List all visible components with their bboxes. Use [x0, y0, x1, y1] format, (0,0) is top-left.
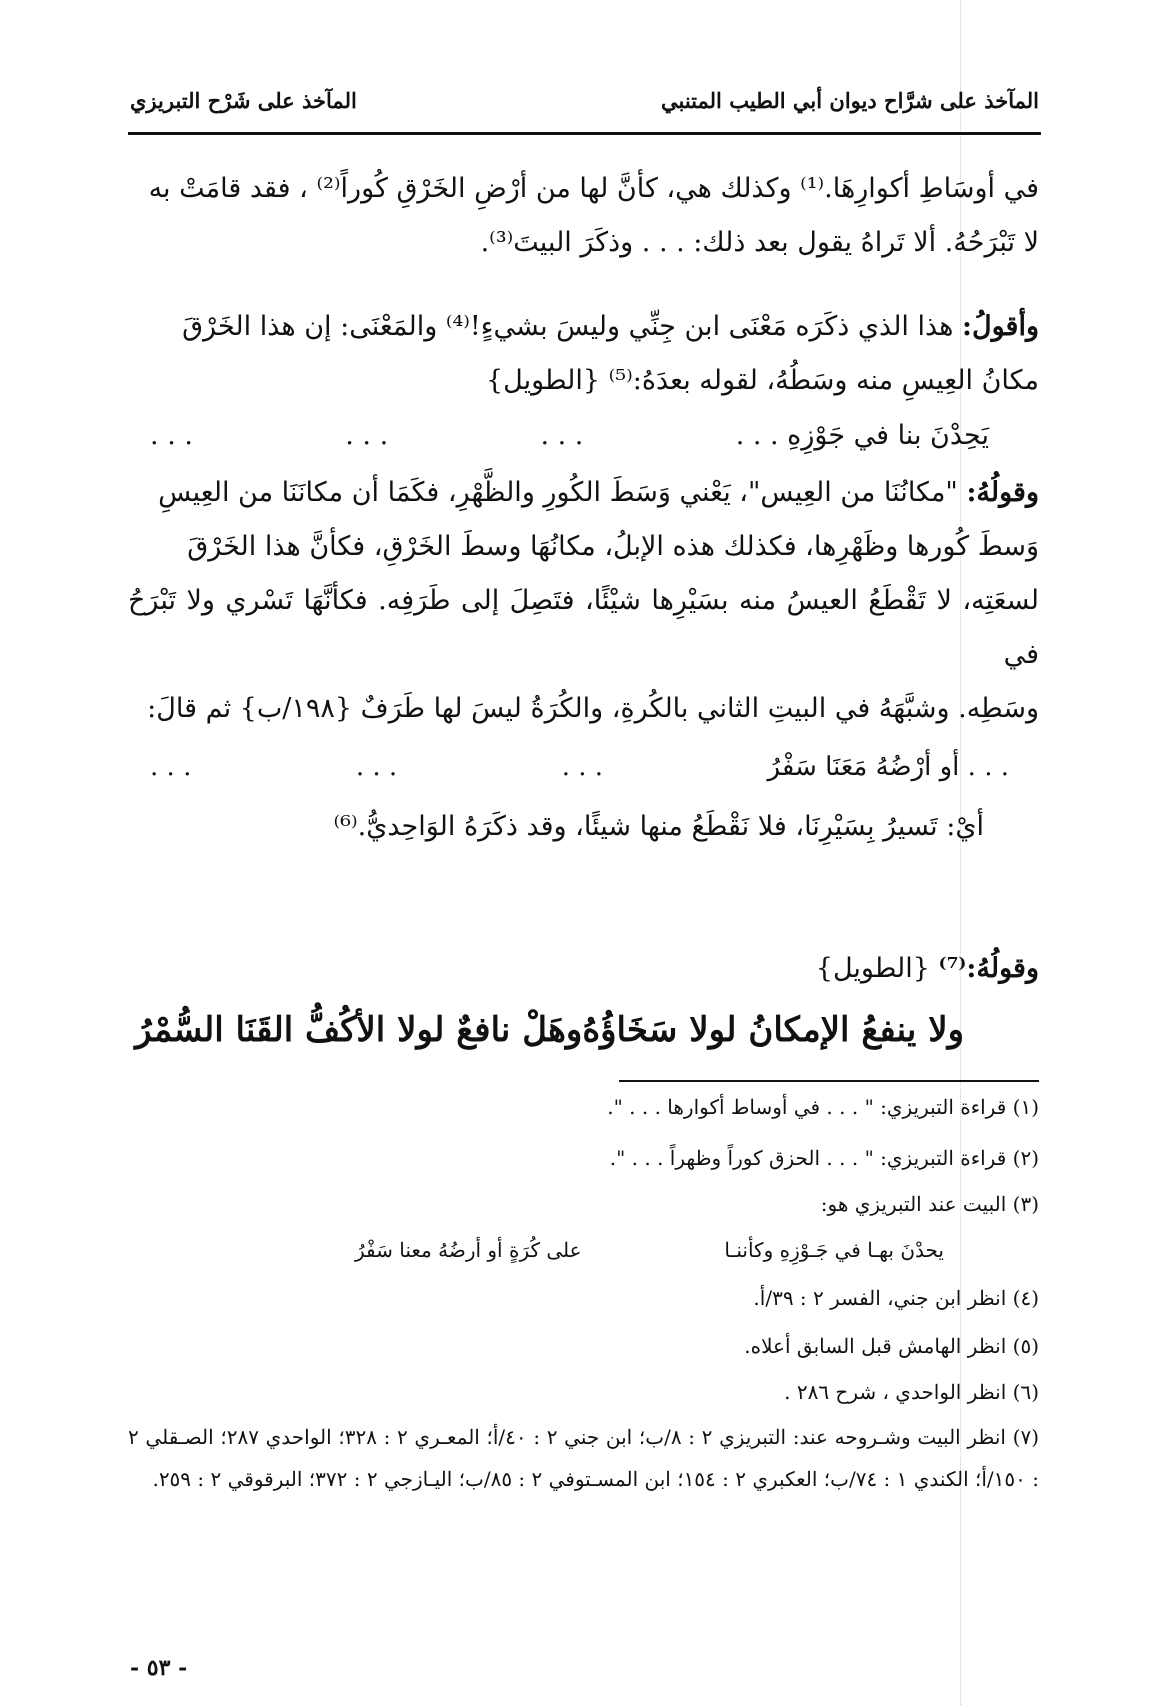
paragraph-2	[128, 300, 1039, 408]
running-header-section-title: المآخذ على شَرْح التبريزي	[130, 88, 357, 113]
quoted-verse-2-part-a: . . . أو أرْضُهُ مَعَنَا سَفْرُ	[767, 752, 1009, 782]
footnote-3-verse	[355, 1238, 944, 1262]
quoted-verse-1-part-d: . . .	[150, 420, 193, 451]
quoted-verse-2-part-b: . . .	[561, 752, 604, 782]
main-verse	[135, 1010, 964, 1050]
quoted-verse-1-part-c: . . .	[345, 420, 389, 451]
paragraph-2-line-2: مكانُ العِيسِ منه وسَطُهُ، لقوله بعدَهُ:⁽⁵⁾ {الطويل}	[485, 365, 1039, 396]
paragraph-3-lead: وقولُهُ:	[966, 477, 1039, 508]
running-header-book-title: المآخذ على شرَّاح ديوان أبي الطيب المتنبي	[661, 88, 1039, 113]
footnote-4: (٤) انظر ابن جني، الفسر ٢ : ٣٩/أ.	[753, 1286, 1039, 1310]
paragraph-3-line-4: وسَطِه. وشبَّهَهُ في البيتِ الثاني بالكُرةِ، والكُرَةُ ليسَ لها طَرَفٌ {١٩٨/ب} ثم قالَ:	[147, 693, 1039, 724]
quoted-verse-2-part-d: . . .	[150, 752, 192, 782]
footnote-6: (٦) انظر الواحدي ، شرح ٢٨٦ .	[784, 1380, 1039, 1404]
paragraph-5-line-1	[128, 942, 1039, 996]
paragraph-3-line-1	[128, 466, 1039, 520]
paragraph-3	[128, 466, 1039, 736]
footnote-7: (٧) انظر البيت وشـروحه عند: التبريزي ٢ : ٨/ب؛ ابن جني ٢ : ٤٠/أ؛ المعـري ٢ : ٣٢٨؛ الواحدي ٢٨٧؛ الصـقلي ٢ : ١٥٠/أ؛ الكندي ١ : ٧٤/ب؛ العكبري ٢ : ١٥٤؛ ابن المسـتوفي ٢ : ٨٥/ب؛ اليـازجي ٢ : ٣٧٢؛ البرقوقي ٢ : ٢٥٩.	[128, 1425, 1039, 1491]
paragraph-1-line-2: لا تَبْرَحُهُ. ألا تَراهُ يقول بعد ذلك: . . . وذكَرَ البيتَ⁽³⁾.	[480, 227, 1039, 258]
header-rule	[128, 132, 1041, 135]
quoted-verse-2	[150, 752, 1009, 782]
paragraph-1-line-1: في أوسَاطِ أكوارِهَا.⁽¹⁾ وكذلك هي، كأنَّ لها من أرْضِ الخَرْقِ كُوراً⁽²⁾ ، فقد قامَتْ به	[148, 173, 1039, 204]
paragraph-4	[128, 800, 984, 854]
quoted-verse-1-part-b: . . .	[540, 420, 584, 451]
footnote-3: (٣) البيت عند التبريزي هو:	[820, 1192, 1039, 1216]
footnote-3-verse-first: يحدْنَ بهـا في جَـوْزِهِ وكأننـا	[724, 1238, 944, 1262]
paragraph-4-line-1: أيْ: تَسيرُ بِسَيْرِنَا، فلا نَقْطَعُ منها شيئًا، وقد ذكَرَهُ الوَاحِديُّ.⁽⁶⁾	[333, 811, 984, 842]
quoted-verse-1	[150, 420, 989, 451]
quoted-verse-2-part-c: . . .	[355, 752, 398, 782]
paragraph-2-line-1	[128, 300, 1039, 354]
footnote-1: (١) قراءة التبريزي: " . . . في أوساط أكوارها . . . ".	[607, 1095, 1039, 1119]
footnote-rule	[619, 1080, 1039, 1082]
main-verse-first-hemistich: ولا ينفعُ الإمكانُ لولا سَخَاؤُهُ	[582, 1010, 964, 1050]
meter-label: {الطويل}	[815, 953, 930, 984]
page-number: - ٥٣ -	[130, 1655, 188, 1681]
paragraph-2-line-1-text: هذا الذي ذكَرَه مَعْنَى ابن جِنِّي وليسَ بشيءٍ!⁽⁴⁾ والمَعْنَى: إن هذا الخَرْقَ	[182, 311, 954, 342]
paragraph-3-line-3: لسعَتِه، لا تَقْطَعُ العيسُ منه بسَيْرِها شيْئًا، فتَصِلَ إلى طَرَفِه. فكأنَّهَا تَسْري ولا تَبْرَحُ في	[128, 585, 1039, 670]
quoted-verse-1-part-a: يَحِدْنَ بنا في جَوْزِهِ . . .	[735, 420, 989, 451]
paragraph-3-line-1-text: "مكانُنَا من العِيس"، يَعْني وَسَطَ الكُورِ والظَّهْرِ، فكَمَا أن مكانَنَا من العِيسِ	[158, 477, 958, 508]
footnote-3-verse-second: على كُرَةٍ أو أرضُهُ معنا سَفْرُ	[355, 1238, 582, 1262]
footnote-2: (٢) قراءة التبريزي: " . . . الحزق كوراً وظهراً . . . ".	[609, 1146, 1039, 1170]
paragraph-2-lead: وأقولُ:	[962, 311, 1039, 342]
main-verse-second-hemistich: وهَلْ نافعٌ لولا الأكُفُّ القَنَا السُّمْرُ	[135, 1010, 583, 1050]
paragraph-1	[128, 162, 1039, 270]
paragraph-5-lead: وقولُهُ:⁽⁷⁾	[938, 953, 1039, 984]
footnote-5: (٥) انظر الهامش قبل السابق أعلاه.	[744, 1334, 1039, 1358]
paragraph-3-line-2: وَسطَ كُورها وظَهْرِها، فكذلك هذه الإبلُ، مكانُهَا وسطَ الخَرْقِ، فكأنَّ هذا الخَرْقَ	[187, 531, 1039, 562]
paragraph-5	[128, 942, 1039, 996]
